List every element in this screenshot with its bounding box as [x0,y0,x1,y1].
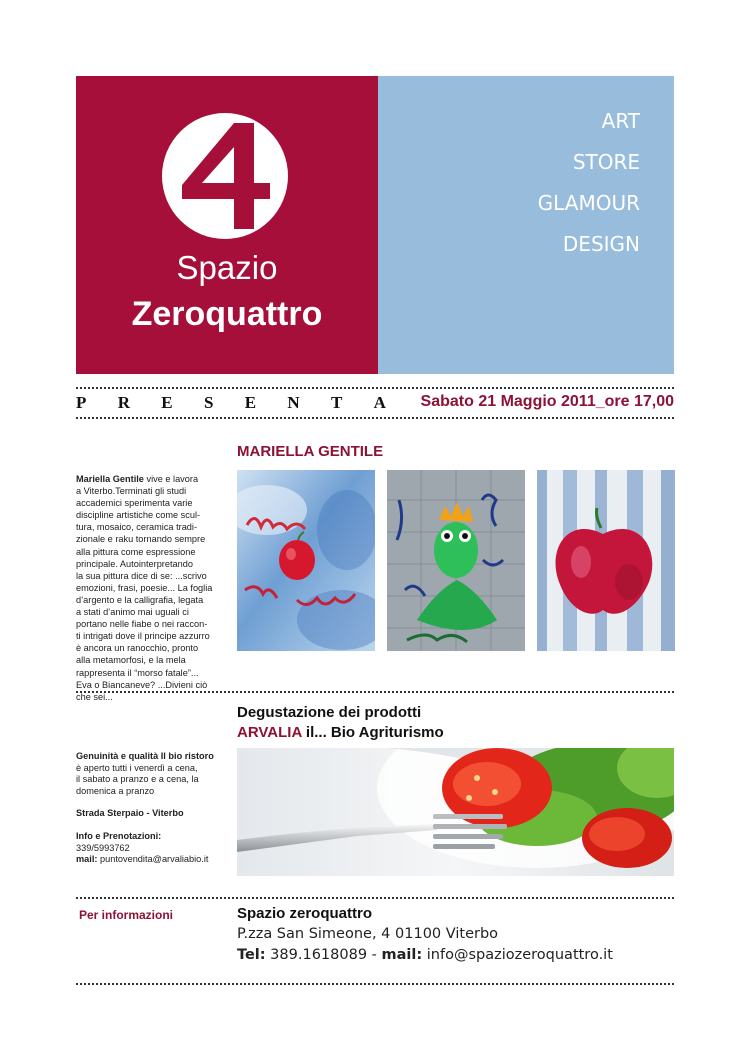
painting-red-apple-stripes [537,470,675,651]
bio-line: accademici sperimenta varie [76,498,193,509]
farm-hours-line: è aperto tutti i venerdì a cena, [76,762,198,773]
artist-title: MARIELLA GENTILE [237,443,384,460]
painting-apple-blue [237,470,375,651]
presenta-letter: R [117,393,130,412]
presenta-letter: S [203,393,214,412]
presenta-letter: N [287,393,300,412]
bio-line: Eva o Biancaneve? ...Divieni ciò [76,679,208,690]
tasting-rest: il... Bio Agriturismo [301,724,444,741]
bio-line: zionale e raku tornando sempre [76,534,206,545]
presenta-letter: E [161,393,173,412]
info-label: Per informazioni [79,908,174,922]
farm-phone: 339/5993762 [76,842,130,853]
presenta-letter: T [330,393,343,412]
divider [76,387,674,389]
divider [76,897,674,899]
tasting-subheading [237,724,444,741]
farm-info [76,751,236,866]
artist-bio [76,473,228,703]
brand-name-line2: Zeroquattro [131,295,323,333]
divider [76,983,674,985]
farm-hours-line: il sabato a pranzo e a cena, la [76,774,199,785]
presenta-letter: P [76,393,87,412]
farm-mail-value: puntovendita@arvaliabio.it [97,854,209,865]
presenta-letter: E [244,393,257,412]
tag-glamour: GLAMOUR [537,191,640,215]
farm-info-heading: Info e Prenotazioni: [76,830,162,841]
bio-line: è ancora un ranocchio, pronto [76,643,199,654]
farm-mail-label: mail: [76,854,98,865]
bio-line: emozioni, frasi, poesie... La foglia [76,582,213,593]
bio-line: a Viterbo.Terminati gli studi [76,486,187,497]
tasting-brand: ARVALIA [237,724,302,741]
farm-address: Strada Sterpaio - Viterbo [76,808,184,819]
farm-hours-line: domenica a pranzo [76,785,155,796]
contact-address: P.zza San Simeone, 4 01100 Viterbo [237,926,499,942]
bio-line: vive e lavora [143,474,199,484]
contact-name: Spazio zeroquattro [237,905,373,922]
logo-4-icon [162,113,288,239]
salad-fork-photo [237,748,674,876]
divider [76,691,674,693]
bio-line: alla pittura come espressione [76,546,196,557]
bio-line: ti intrigati dove il principe azzurro [76,631,210,642]
bio-name: Mariella Gentile [76,474,144,484]
bio-line: che sei... [76,691,113,702]
presenta-letter: A [373,393,386,412]
farm-heading: Genuinità e qualità Il bio ristoro [76,751,214,761]
bio-line: rappresenta il “morso fatale”... [76,667,199,678]
painting-frog-prince [387,470,525,651]
bio-line: discipline artistiche come scul- [76,510,201,521]
tag-store: STORE [572,150,640,174]
tasting-heading: Degustazione dei prodotti [237,704,422,721]
presenta-heading [76,393,386,413]
tag-design: DESIGN [562,232,640,256]
contact-tel-mail [237,947,613,963]
bio-line: portano nelle fiabe o nei raccon- [76,619,208,630]
bio-line: alla metamorfosi, e la mela [76,655,186,666]
header-tags-panel [378,76,674,374]
tel-value: 389.1618089 - [265,947,382,963]
tag-art: ART [601,109,640,133]
bio-line: d’argento e la calligrafia, legata [76,594,204,605]
divider [76,417,674,419]
mail-value: info@spaziozeroquattro.it [422,947,613,963]
brand-name-line1: Spazio [176,249,278,286]
bio-line: principale. Autointerpretando [76,558,193,569]
mail-label: mail: [381,947,423,963]
bio-line: la sua pittura dice di se: ...scrivo [76,570,207,581]
event-date: Sabato 21 Maggio 2011_ore 17,00 [420,393,674,410]
header-brand-panel [76,76,378,374]
tel-label: Tel: [237,947,266,963]
bio-line: a stati d’animo mai uguali ci [76,607,189,618]
bio-line: tura, mosaico, ceramica tradi- [76,522,198,533]
